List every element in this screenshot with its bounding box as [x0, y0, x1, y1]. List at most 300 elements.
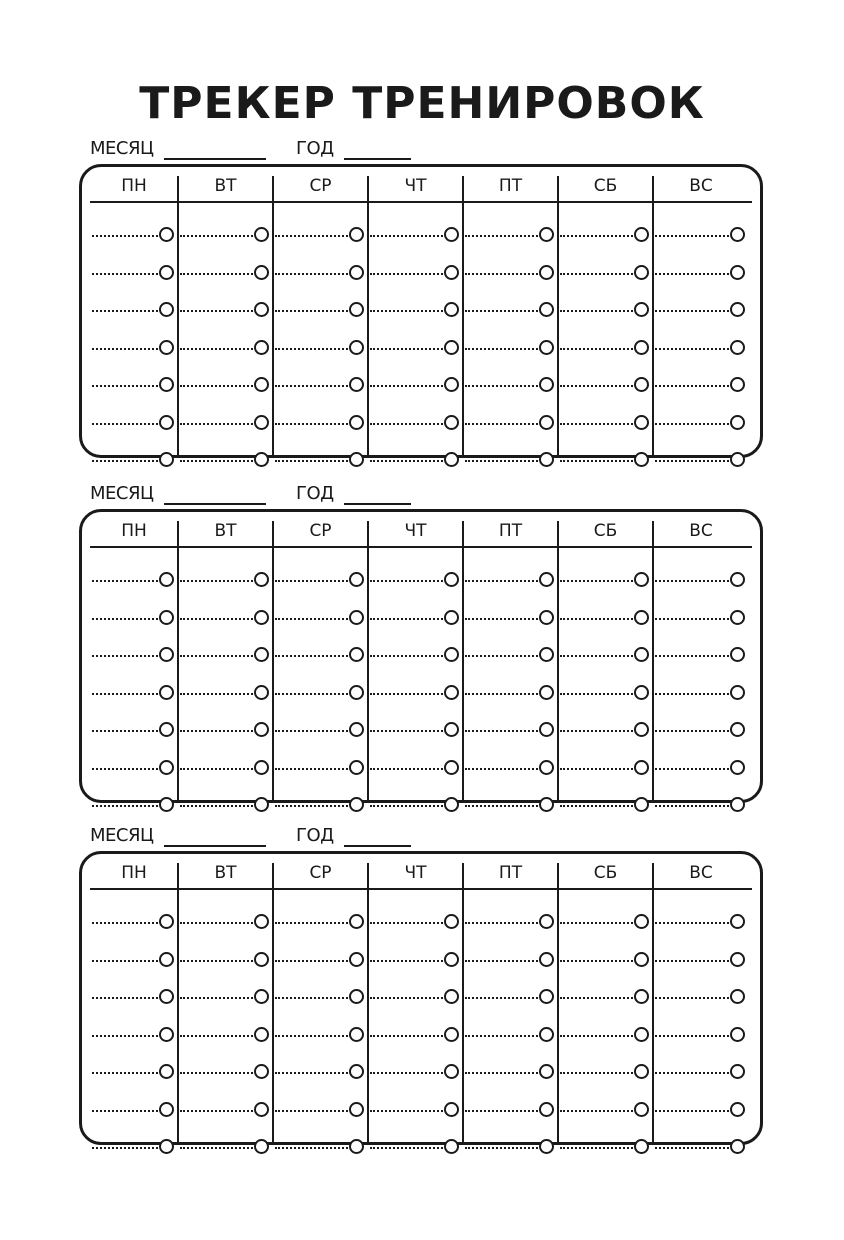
checkbox-circle[interactable]	[159, 572, 174, 587]
dotted-entry-line[interactable]	[180, 348, 257, 350]
dotted-entry-line[interactable]	[92, 1147, 162, 1149]
dotted-entry-line[interactable]	[465, 655, 542, 657]
checkbox-circle[interactable]	[539, 265, 554, 280]
checkbox-circle[interactable]	[159, 265, 174, 280]
dotted-entry-line[interactable]	[465, 1147, 542, 1149]
checkbox-circle[interactable]	[349, 1027, 364, 1042]
dotted-entry-line[interactable]	[180, 805, 257, 807]
dotted-entry-line[interactable]	[92, 618, 162, 620]
dotted-entry-line[interactable]	[92, 310, 162, 312]
checkbox-circle[interactable]	[730, 302, 745, 317]
dotted-entry-line[interactable]	[370, 1110, 447, 1112]
checkbox-circle[interactable]	[539, 647, 554, 662]
dotted-entry-line[interactable]	[560, 460, 637, 462]
checkbox-circle[interactable]	[730, 415, 745, 430]
dotted-entry-line[interactable]	[275, 460, 352, 462]
dotted-entry-line[interactable]	[560, 730, 637, 732]
dotted-entry-line[interactable]	[370, 273, 447, 275]
checkbox-circle[interactable]	[730, 760, 745, 775]
checkbox-circle[interactable]	[159, 989, 174, 1004]
dotted-entry-line[interactable]	[180, 922, 257, 924]
dotted-entry-line[interactable]	[370, 618, 447, 620]
dotted-entry-line[interactable]	[465, 997, 542, 999]
dotted-entry-line[interactable]	[180, 580, 257, 582]
dotted-entry-line[interactable]	[560, 655, 637, 657]
dotted-entry-line[interactable]	[180, 768, 257, 770]
dotted-entry-line[interactable]	[180, 655, 257, 657]
checkbox-circle[interactable]	[444, 989, 459, 1004]
dotted-entry-line[interactable]	[92, 805, 162, 807]
checkbox-circle[interactable]	[254, 760, 269, 775]
checkbox-circle[interactable]	[159, 760, 174, 775]
dotted-entry-line[interactable]	[560, 423, 637, 425]
dotted-entry-line[interactable]	[370, 960, 447, 962]
checkbox-circle[interactable]	[159, 1027, 174, 1042]
checkbox-circle[interactable]	[539, 377, 554, 392]
checkbox-circle[interactable]	[349, 377, 364, 392]
dotted-entry-line[interactable]	[275, 960, 352, 962]
checkbox-circle[interactable]	[634, 265, 649, 280]
checkbox-circle[interactable]	[730, 647, 745, 662]
checkbox-circle[interactable]	[349, 1102, 364, 1117]
dotted-entry-line[interactable]	[465, 768, 542, 770]
dotted-entry-line[interactable]	[370, 693, 447, 695]
dotted-entry-line[interactable]	[560, 310, 637, 312]
checkbox-circle[interactable]	[349, 989, 364, 1004]
dotted-entry-line[interactable]	[655, 805, 733, 807]
checkbox-circle[interactable]	[539, 302, 554, 317]
dotted-entry-line[interactable]	[465, 730, 542, 732]
checkbox-circle[interactable]	[349, 760, 364, 775]
dotted-entry-line[interactable]	[180, 460, 257, 462]
dotted-entry-line[interactable]	[275, 618, 352, 620]
dotted-entry-line[interactable]	[655, 618, 733, 620]
dotted-entry-line[interactable]	[465, 618, 542, 620]
checkbox-circle[interactable]	[634, 914, 649, 929]
checkbox-circle[interactable]	[539, 685, 554, 700]
checkbox-circle[interactable]	[159, 914, 174, 929]
checkbox-circle[interactable]	[159, 722, 174, 737]
dotted-entry-line[interactable]	[370, 460, 447, 462]
dotted-entry-line[interactable]	[275, 1110, 352, 1112]
dotted-entry-line[interactable]	[92, 385, 162, 387]
checkbox-circle[interactable]	[634, 227, 649, 242]
dotted-entry-line[interactable]	[92, 655, 162, 657]
dotted-entry-line[interactable]	[370, 1072, 447, 1074]
checkbox-circle[interactable]	[539, 1139, 554, 1154]
dotted-entry-line[interactable]	[655, 310, 733, 312]
dotted-entry-line[interactable]	[370, 922, 447, 924]
dotted-entry-line[interactable]	[465, 460, 542, 462]
dotted-entry-line[interactable]	[180, 423, 257, 425]
checkbox-circle[interactable]	[349, 647, 364, 662]
checkbox-circle[interactable]	[349, 1139, 364, 1154]
year-field[interactable]	[344, 158, 411, 160]
checkbox-circle[interactable]	[254, 952, 269, 967]
checkbox-circle[interactable]	[254, 1027, 269, 1042]
checkbox-circle[interactable]	[539, 989, 554, 1004]
checkbox-circle[interactable]	[349, 572, 364, 587]
checkbox-circle[interactable]	[730, 572, 745, 587]
checkbox-circle[interactable]	[634, 377, 649, 392]
checkbox-circle[interactable]	[349, 452, 364, 467]
checkbox-circle[interactable]	[634, 685, 649, 700]
checkbox-circle[interactable]	[159, 797, 174, 812]
dotted-entry-line[interactable]	[560, 273, 637, 275]
checkbox-circle[interactable]	[539, 722, 554, 737]
dotted-entry-line[interactable]	[655, 385, 733, 387]
checkbox-circle[interactable]	[539, 1027, 554, 1042]
checkbox-circle[interactable]	[254, 572, 269, 587]
checkbox-circle[interactable]	[539, 452, 554, 467]
checkbox-circle[interactable]	[730, 722, 745, 737]
dotted-entry-line[interactable]	[275, 310, 352, 312]
checkbox-circle[interactable]	[159, 1139, 174, 1154]
dotted-entry-line[interactable]	[92, 580, 162, 582]
checkbox-circle[interactable]	[254, 989, 269, 1004]
checkbox-circle[interactable]	[539, 572, 554, 587]
checkbox-circle[interactable]	[730, 1027, 745, 1042]
dotted-entry-line[interactable]	[275, 1147, 352, 1149]
dotted-entry-line[interactable]	[275, 693, 352, 695]
checkbox-circle[interactable]	[730, 1064, 745, 1079]
dotted-entry-line[interactable]	[655, 235, 733, 237]
dotted-entry-line[interactable]	[560, 1147, 637, 1149]
dotted-entry-line[interactable]	[180, 997, 257, 999]
checkbox-circle[interactable]	[539, 1064, 554, 1079]
dotted-entry-line[interactable]	[180, 310, 257, 312]
checkbox-circle[interactable]	[254, 610, 269, 625]
checkbox-circle[interactable]	[349, 415, 364, 430]
dotted-entry-line[interactable]	[655, 1072, 733, 1074]
dotted-entry-line[interactable]	[180, 693, 257, 695]
checkbox-circle[interactable]	[444, 377, 459, 392]
checkbox-circle[interactable]	[254, 265, 269, 280]
checkbox-circle[interactable]	[254, 415, 269, 430]
dotted-entry-line[interactable]	[180, 385, 257, 387]
dotted-entry-line[interactable]	[655, 960, 733, 962]
checkbox-circle[interactable]	[634, 1027, 649, 1042]
checkbox-circle[interactable]	[159, 1064, 174, 1079]
dotted-entry-line[interactable]	[560, 693, 637, 695]
dotted-entry-line[interactable]	[560, 1035, 637, 1037]
dotted-entry-line[interactable]	[465, 235, 542, 237]
checkbox-circle[interactable]	[634, 952, 649, 967]
checkbox-circle[interactable]	[539, 340, 554, 355]
checkbox-circle[interactable]	[444, 1027, 459, 1042]
dotted-entry-line[interactable]	[180, 618, 257, 620]
dotted-entry-line[interactable]	[92, 460, 162, 462]
checkbox-circle[interactable]	[634, 722, 649, 737]
dotted-entry-line[interactable]	[275, 348, 352, 350]
dotted-entry-line[interactable]	[180, 235, 257, 237]
checkbox-circle[interactable]	[444, 302, 459, 317]
dotted-entry-line[interactable]	[370, 997, 447, 999]
checkbox-circle[interactable]	[444, 610, 459, 625]
checkbox-circle[interactable]	[349, 722, 364, 737]
checkbox-circle[interactable]	[444, 1064, 459, 1079]
checkbox-circle[interactable]	[159, 647, 174, 662]
dotted-entry-line[interactable]	[370, 730, 447, 732]
dotted-entry-line[interactable]	[180, 730, 257, 732]
checkbox-circle[interactable]	[444, 722, 459, 737]
dotted-entry-line[interactable]	[465, 1072, 542, 1074]
dotted-entry-line[interactable]	[560, 805, 637, 807]
dotted-entry-line[interactable]	[465, 922, 542, 924]
dotted-entry-line[interactable]	[180, 1072, 257, 1074]
dotted-entry-line[interactable]	[275, 922, 352, 924]
checkbox-circle[interactable]	[444, 265, 459, 280]
checkbox-circle[interactable]	[254, 914, 269, 929]
dotted-entry-line[interactable]	[465, 423, 542, 425]
dotted-entry-line[interactable]	[560, 997, 637, 999]
checkbox-circle[interactable]	[444, 647, 459, 662]
dotted-entry-line[interactable]	[655, 423, 733, 425]
dotted-entry-line[interactable]	[92, 423, 162, 425]
checkbox-circle[interactable]	[730, 685, 745, 700]
dotted-entry-line[interactable]	[655, 1035, 733, 1037]
dotted-entry-line[interactable]	[275, 805, 352, 807]
dotted-entry-line[interactable]	[465, 1110, 542, 1112]
dotted-entry-line[interactable]	[92, 1072, 162, 1074]
checkbox-circle[interactable]	[254, 797, 269, 812]
checkbox-circle[interactable]	[159, 377, 174, 392]
checkbox-circle[interactable]	[634, 302, 649, 317]
dotted-entry-line[interactable]	[655, 730, 733, 732]
dotted-entry-line[interactable]	[92, 730, 162, 732]
checkbox-circle[interactable]	[159, 610, 174, 625]
dotted-entry-line[interactable]	[655, 580, 733, 582]
checkbox-circle[interactable]	[730, 452, 745, 467]
checkbox-circle[interactable]	[444, 452, 459, 467]
checkbox-circle[interactable]	[444, 415, 459, 430]
checkbox-circle[interactable]	[254, 1064, 269, 1079]
checkbox-circle[interactable]	[159, 452, 174, 467]
dotted-entry-line[interactable]	[655, 1147, 733, 1149]
dotted-entry-line[interactable]	[655, 348, 733, 350]
checkbox-circle[interactable]	[444, 1139, 459, 1154]
checkbox-circle[interactable]	[349, 227, 364, 242]
dotted-entry-line[interactable]	[465, 580, 542, 582]
dotted-entry-line[interactable]	[560, 922, 637, 924]
dotted-entry-line[interactable]	[560, 618, 637, 620]
checkbox-circle[interactable]	[634, 452, 649, 467]
month-field[interactable]	[164, 845, 266, 847]
dotted-entry-line[interactable]	[275, 580, 352, 582]
dotted-entry-line[interactable]	[92, 1035, 162, 1037]
checkbox-circle[interactable]	[159, 1102, 174, 1117]
dotted-entry-line[interactable]	[560, 1110, 637, 1112]
month-field[interactable]	[164, 503, 266, 505]
dotted-entry-line[interactable]	[370, 385, 447, 387]
checkbox-circle[interactable]	[539, 952, 554, 967]
dotted-entry-line[interactable]	[370, 768, 447, 770]
checkbox-circle[interactable]	[730, 914, 745, 929]
checkbox-circle[interactable]	[349, 265, 364, 280]
checkbox-circle[interactable]	[444, 685, 459, 700]
checkbox-circle[interactable]	[634, 1102, 649, 1117]
checkbox-circle[interactable]	[730, 265, 745, 280]
checkbox-circle[interactable]	[444, 952, 459, 967]
dotted-entry-line[interactable]	[92, 997, 162, 999]
dotted-entry-line[interactable]	[275, 1035, 352, 1037]
checkbox-circle[interactable]	[254, 722, 269, 737]
checkbox-circle[interactable]	[159, 227, 174, 242]
dotted-entry-line[interactable]	[92, 348, 162, 350]
dotted-entry-line[interactable]	[655, 768, 733, 770]
checkbox-circle[interactable]	[349, 302, 364, 317]
checkbox-circle[interactable]	[159, 340, 174, 355]
dotted-entry-line[interactable]	[275, 768, 352, 770]
dotted-entry-line[interactable]	[655, 460, 733, 462]
checkbox-circle[interactable]	[349, 685, 364, 700]
dotted-entry-line[interactable]	[465, 385, 542, 387]
checkbox-circle[interactable]	[254, 377, 269, 392]
dotted-entry-line[interactable]	[275, 273, 352, 275]
month-field[interactable]	[164, 158, 266, 160]
checkbox-circle[interactable]	[349, 1064, 364, 1079]
dotted-entry-line[interactable]	[560, 385, 637, 387]
checkbox-circle[interactable]	[634, 760, 649, 775]
checkbox-circle[interactable]	[539, 227, 554, 242]
dotted-entry-line[interactable]	[465, 693, 542, 695]
dotted-entry-line[interactable]	[370, 235, 447, 237]
dotted-entry-line[interactable]	[92, 693, 162, 695]
dotted-entry-line[interactable]	[275, 423, 352, 425]
dotted-entry-line[interactable]	[465, 348, 542, 350]
checkbox-circle[interactable]	[444, 340, 459, 355]
dotted-entry-line[interactable]	[92, 960, 162, 962]
checkbox-circle[interactable]	[254, 452, 269, 467]
year-field[interactable]	[344, 845, 411, 847]
dotted-entry-line[interactable]	[655, 655, 733, 657]
checkbox-circle[interactable]	[254, 1139, 269, 1154]
checkbox-circle[interactable]	[254, 227, 269, 242]
dotted-entry-line[interactable]	[560, 960, 637, 962]
checkbox-circle[interactable]	[730, 340, 745, 355]
checkbox-circle[interactable]	[159, 685, 174, 700]
dotted-entry-line[interactable]	[560, 580, 637, 582]
checkbox-circle[interactable]	[159, 302, 174, 317]
checkbox-circle[interactable]	[254, 647, 269, 662]
checkbox-circle[interactable]	[349, 952, 364, 967]
checkbox-circle[interactable]	[634, 340, 649, 355]
dotted-entry-line[interactable]	[92, 768, 162, 770]
year-field[interactable]	[344, 503, 411, 505]
checkbox-circle[interactable]	[539, 610, 554, 625]
checkbox-circle[interactable]	[730, 1102, 745, 1117]
checkbox-circle[interactable]	[730, 797, 745, 812]
checkbox-circle[interactable]	[634, 572, 649, 587]
checkbox-circle[interactable]	[730, 377, 745, 392]
checkbox-circle[interactable]	[730, 1139, 745, 1154]
dotted-entry-line[interactable]	[560, 768, 637, 770]
checkbox-circle[interactable]	[349, 797, 364, 812]
checkbox-circle[interactable]	[254, 685, 269, 700]
dotted-entry-line[interactable]	[370, 805, 447, 807]
checkbox-circle[interactable]	[349, 610, 364, 625]
checkbox-circle[interactable]	[444, 572, 459, 587]
checkbox-circle[interactable]	[539, 797, 554, 812]
checkbox-circle[interactable]	[254, 340, 269, 355]
dotted-entry-line[interactable]	[370, 1035, 447, 1037]
checkbox-circle[interactable]	[539, 415, 554, 430]
checkbox-circle[interactable]	[444, 227, 459, 242]
dotted-entry-line[interactable]	[560, 1072, 637, 1074]
dotted-entry-line[interactable]	[655, 997, 733, 999]
dotted-entry-line[interactable]	[370, 1147, 447, 1149]
dotted-entry-line[interactable]	[275, 235, 352, 237]
checkbox-circle[interactable]	[444, 797, 459, 812]
checkbox-circle[interactable]	[539, 1102, 554, 1117]
checkbox-circle[interactable]	[634, 610, 649, 625]
dotted-entry-line[interactable]	[465, 273, 542, 275]
dotted-entry-line[interactable]	[275, 997, 352, 999]
dotted-entry-line[interactable]	[180, 1147, 257, 1149]
dotted-entry-line[interactable]	[370, 423, 447, 425]
dotted-entry-line[interactable]	[465, 310, 542, 312]
checkbox-circle[interactable]	[730, 227, 745, 242]
dotted-entry-line[interactable]	[465, 805, 542, 807]
dotted-entry-line[interactable]	[180, 960, 257, 962]
checkbox-circle[interactable]	[634, 1139, 649, 1154]
dotted-entry-line[interactable]	[180, 1035, 257, 1037]
checkbox-circle[interactable]	[634, 1064, 649, 1079]
checkbox-circle[interactable]	[634, 647, 649, 662]
checkbox-circle[interactable]	[159, 952, 174, 967]
checkbox-circle[interactable]	[254, 1102, 269, 1117]
dotted-entry-line[interactable]	[370, 310, 447, 312]
checkbox-circle[interactable]	[254, 302, 269, 317]
dotted-entry-line[interactable]	[655, 1110, 733, 1112]
dotted-entry-line[interactable]	[92, 235, 162, 237]
dotted-entry-line[interactable]	[275, 1072, 352, 1074]
checkbox-circle[interactable]	[634, 415, 649, 430]
checkbox-circle[interactable]	[730, 610, 745, 625]
dotted-entry-line[interactable]	[92, 273, 162, 275]
dotted-entry-line[interactable]	[275, 385, 352, 387]
checkbox-circle[interactable]	[539, 914, 554, 929]
dotted-entry-line[interactable]	[465, 960, 542, 962]
dotted-entry-line[interactable]	[465, 1035, 542, 1037]
checkbox-circle[interactable]	[444, 914, 459, 929]
dotted-entry-line[interactable]	[92, 1110, 162, 1112]
dotted-entry-line[interactable]	[370, 655, 447, 657]
dotted-entry-line[interactable]	[560, 235, 637, 237]
checkbox-circle[interactable]	[634, 989, 649, 1004]
checkbox-circle[interactable]	[159, 415, 174, 430]
checkbox-circle[interactable]	[634, 797, 649, 812]
checkbox-circle[interactable]	[444, 760, 459, 775]
checkbox-circle[interactable]	[349, 914, 364, 929]
dotted-entry-line[interactable]	[655, 693, 733, 695]
dotted-entry-line[interactable]	[180, 1110, 257, 1112]
dotted-entry-line[interactable]	[370, 348, 447, 350]
dotted-entry-line[interactable]	[655, 922, 733, 924]
checkbox-circle[interactable]	[730, 989, 745, 1004]
dotted-entry-line[interactable]	[92, 922, 162, 924]
dotted-entry-line[interactable]	[560, 348, 637, 350]
dotted-entry-line[interactable]	[275, 655, 352, 657]
checkbox-circle[interactable]	[349, 340, 364, 355]
checkbox-circle[interactable]	[444, 1102, 459, 1117]
dotted-entry-line[interactable]	[275, 730, 352, 732]
dotted-entry-line[interactable]	[370, 580, 447, 582]
dotted-entry-line[interactable]	[655, 273, 733, 275]
checkbox-circle[interactable]	[730, 952, 745, 967]
checkbox-circle[interactable]	[539, 760, 554, 775]
dotted-entry-line[interactable]	[180, 273, 257, 275]
